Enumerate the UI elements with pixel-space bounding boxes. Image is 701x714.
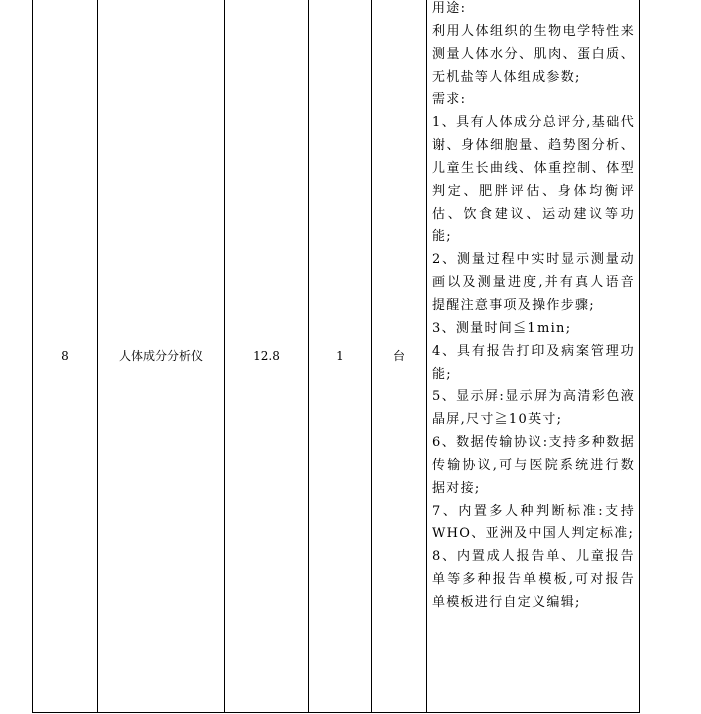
item-name-cell bbox=[98, 0, 225, 713]
description-line: 2、测量过程中实时显示测量动画以及测量进度,并有真人语音提醒注意事项及操作步骤; bbox=[432, 252, 635, 313]
description-line: 6、数据传输协议:支持多种数据传输协议,可与医院系统进行数据对接; bbox=[432, 435, 635, 496]
item-unit-cell bbox=[372, 0, 427, 713]
equipment-spec-table bbox=[32, 0, 640, 713]
item-description-cell bbox=[427, 0, 640, 713]
item-name: 人体成分分析仪 bbox=[118, 348, 203, 363]
description-line: 3、测量时间≦1min; bbox=[432, 320, 572, 336]
table-row bbox=[33, 0, 640, 713]
description-line: 需求: bbox=[432, 92, 467, 108]
item-quantity-cell bbox=[309, 0, 372, 713]
description-line: 5、显示屏:显示屏为高清彩色液晶屏,尺寸≧10英寸; bbox=[432, 389, 635, 428]
description-line: 1、具有人体成分总评分,基础代谢、身体细胞量、趋势图分析、儿童生长曲线、体重控制、体型判定、肥胖评估、身体均衡评估、饮食建议、运动建议等功能; bbox=[432, 115, 635, 245]
item-unit: 台 bbox=[392, 348, 405, 363]
item-quantity: 1 bbox=[336, 348, 344, 363]
item-description bbox=[427, 0, 639, 615]
description-line: 8、内置成人报告单、儿童报告单等多种报告单模板,可对报告单模板进行自定义编辑; bbox=[432, 549, 635, 610]
item-number-cell bbox=[33, 0, 98, 713]
description-line: 7、内置多人种判断标准:支持WHO、亚洲及中国人判定标准; bbox=[432, 503, 635, 542]
description-line: 利用人体组织的生物电学特性来测量人体水分、肌肉、蛋白质、无机盐等人体组成参数; bbox=[432, 23, 635, 85]
item-price: 12.8 bbox=[253, 348, 280, 363]
item-number: 8 bbox=[61, 348, 69, 363]
item-price-cell bbox=[225, 0, 309, 713]
description-line: 4、具有报告打印及病案管理功能; bbox=[432, 343, 635, 382]
description-line: 用途: bbox=[432, 1, 467, 16]
